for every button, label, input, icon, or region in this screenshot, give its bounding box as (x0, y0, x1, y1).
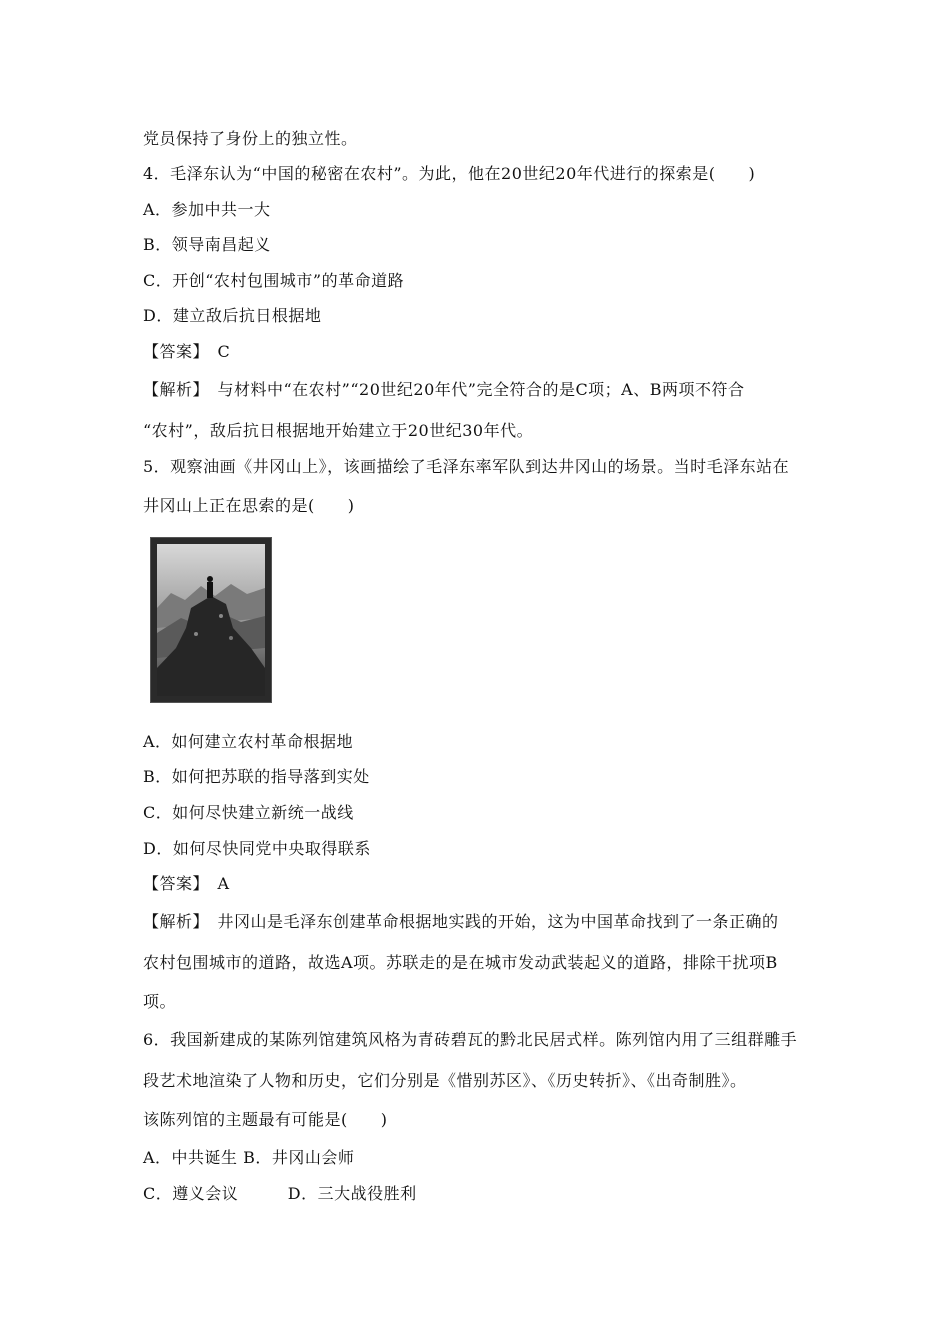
q5-analysis-line-3: 项。 (143, 992, 177, 1011)
q4-option-b: B．领导南昌起义 (143, 235, 271, 254)
q5-answer: 【答案】 A (143, 874, 230, 893)
jinggangshan-painting (150, 537, 272, 703)
q5-analysis-line-1: 【解析】 井冈山是毛泽东创建革命根据地实践的开始，这为中国革命找到了一条正确的 (143, 912, 779, 931)
q5-option-d: D．如何尽快同党中央取得联系 (143, 839, 371, 858)
question-5-stem-line-1: 5．观察油画《井冈山上》，该画描绘了毛泽东率军队到达井冈山的场景。当时毛泽东站在 (143, 457, 790, 476)
question-6-stem-line-3: 该陈列馆的主题最有可能是( ) (143, 1110, 388, 1129)
q6-options-ab: A．中共诞生 B．井冈山会师 (143, 1148, 355, 1167)
question-6-stem-line-1: 6．我国新建成的某陈列馆建筑风格为青砖碧瓦的黔北民居式样。陈列馆内用了三组群雕手 (143, 1030, 798, 1049)
question-4-stem: 4．毛泽东认为“中国的秘密在农村”。为此，他在20世纪20年代进行的探索是( ) (143, 164, 756, 183)
q5-option-b: B．如何把苏联的指导落到实处 (143, 767, 370, 786)
q4-analysis-line-1: 【解析】 与材料中“在农村”“20世纪20年代”完全符合的是C项；A、B两项不符合 (143, 380, 745, 399)
q5-analysis-line-2: 农村包围城市的道路，故选A项。苏联走的是在城市发动武装起义的道路，排除干扰项B (143, 953, 778, 972)
q4-option-a: A．参加中共一大 (143, 200, 271, 219)
question-5-stem-line-2: 井冈山上正在思索的是( ) (143, 496, 355, 515)
q5-option-c: C．如何尽快建立新统一战线 (143, 803, 354, 822)
question-6-stem-line-2: 段艺术地渲染了人物和历史，它们分别是《惜别苏区》、《历史转折》、《出奇制胜》。 (143, 1071, 747, 1090)
q5-option-a: A．如何建立农村革命根据地 (143, 732, 354, 751)
q4-option-c: C．开创“农村包围城市”的革命道路 (143, 271, 405, 290)
line-1: 党员保持了身份上的独立性。 (143, 129, 358, 148)
q6-options-cd: C．遵义会议 D．三大战役胜利 (143, 1184, 417, 1203)
q4-analysis-line-2: “农村”，敌后抗日根据地开始建立于20世纪30年代。 (143, 421, 534, 440)
q4-answer: 【答案】 C (143, 342, 231, 361)
q4-option-d: D．建立敌后抗日根据地 (143, 306, 322, 325)
